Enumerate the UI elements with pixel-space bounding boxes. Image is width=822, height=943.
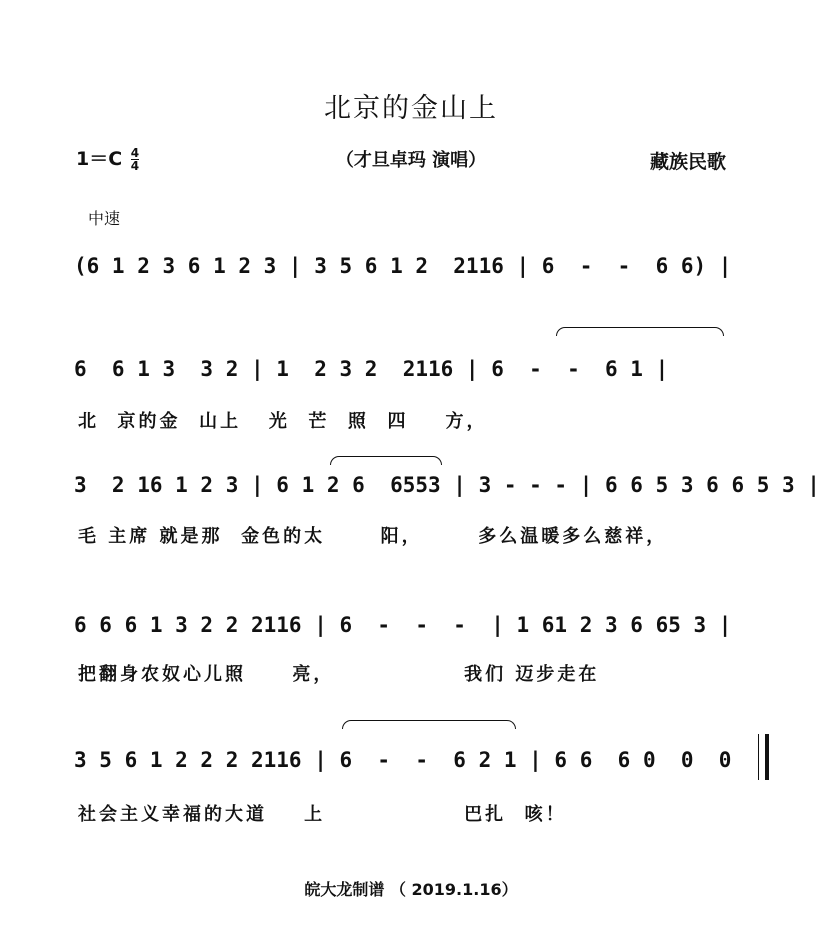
key-label: 1＝C [76,148,123,170]
tie-line-2 [556,327,724,336]
transcriber-credit: 皖大龙制谱 （ 2019.1.16） [304,880,518,899]
slur-line-3 [330,456,442,465]
song-title: 北京的金山上 [324,93,498,124]
score-line-1-notes: (6 1 2 3 6 1 2 3 | 3 5 6 1 2 2116 | 6 - - 6 6) | [74,254,732,278]
score-line-4-lyrics: 把翻身农奴心儿照 亮， 我们 迈步走在 [78,664,600,685]
singer-credit: （才旦卓玛 演唱） [335,150,487,171]
score-line-2-lyrics: 北 京的金 山上 光 芒 照 四 方， [78,411,488,432]
song-origin: 藏族民歌 [650,151,727,173]
tie-line-5 [342,720,516,729]
meter-top: 4 [130,146,140,160]
meter-bottom: 4 [130,159,140,173]
score-line-5-notes: 3 5 6 1 2 2 2 2116 | 6 - - 6 2 1 | 6 6 6 0 0 0 [74,748,732,772]
score-line-5-lyrics: 社会主义幸福的大道 上 巴扎 咳！ [78,804,567,825]
score-line-3-lyrics: 毛 主席 就是那 金色的太 阳， 多么温暖多么慈祥， [78,526,668,547]
score-line-2-notes: 6 6 1 3 3 2 | 1 2 3 2 2116 | 6 - - 6 1 | [74,357,669,381]
score-line-3-notes: 3 2 16 1 2 3 | 6 1 2 6 6553 | 3 - - - | 6 6 5 3 6 6 5 3 | [74,473,820,497]
score-line-4-notes: 6 6 6 1 3 2 2 2116 | 6 - - - | 1 61 2 3 6 65 3 | [74,613,732,637]
final-barline [758,734,769,780]
tempo-marking: 中速 [88,209,121,228]
